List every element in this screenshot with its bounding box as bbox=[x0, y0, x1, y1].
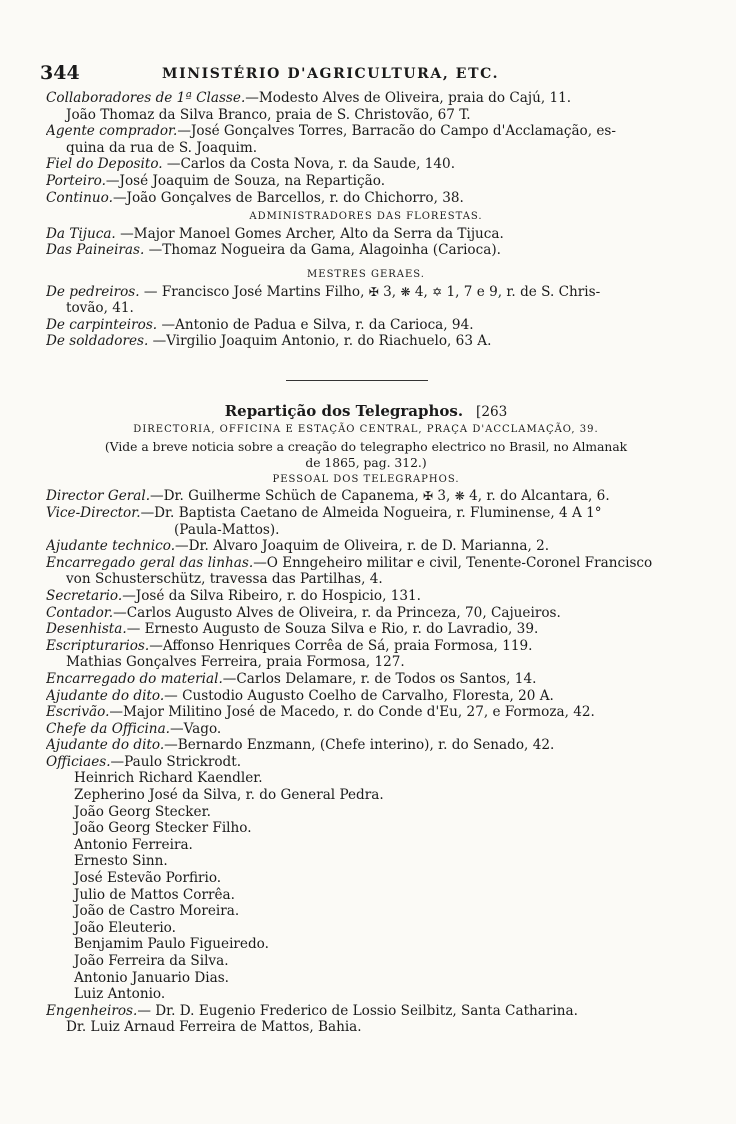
entry-line bbox=[46, 654, 686, 671]
entry-line bbox=[46, 638, 686, 655]
entry-line bbox=[46, 1019, 686, 1036]
entry-text: —Major Militino José de Macedo, r. do Conde d'Eu, 27, e Formoza, 42. bbox=[109, 704, 595, 721]
page-header bbox=[40, 62, 670, 84]
entry-label: Encarregado do material. bbox=[46, 670, 223, 687]
entry-line bbox=[46, 837, 686, 854]
entry-label: Escripturarios. bbox=[46, 637, 150, 654]
entry-label: Ajudante technico. bbox=[46, 538, 176, 555]
entry-line: quina da rua de S. Joaquim. bbox=[66, 139, 258, 156]
entry-line: Continuo.—João Gonçalves de Barcellos, r. do Chichorro, 38. bbox=[46, 189, 464, 206]
entry-text: —Carlos Augusto Alves de Oliveira, r. da Princeza, 70, Cajueiros. bbox=[113, 604, 561, 621]
entry-text: Dr. Luiz Arnaud Ferreira de Mattos, Bahia. bbox=[66, 1019, 362, 1036]
entry-line bbox=[46, 920, 686, 937]
entry-text: —José da Silva Ribeiro, r. do Hospicio, 131. bbox=[122, 587, 421, 604]
entry-line: Collaboradores de 1ª Classe.—Modesto Alves de Oliveira, praia do Cajú, 11. bbox=[46, 90, 572, 106]
rose-icon: ❋ bbox=[454, 489, 465, 504]
entry-line bbox=[46, 936, 686, 953]
entry-label: Engenheiros. bbox=[46, 1002, 138, 1019]
entry-text: (Paula-Mattos). bbox=[174, 521, 280, 538]
entry-line: tovão, 41. bbox=[66, 300, 134, 317]
entry-text: — Dr. D. Eugenio Frederico de Lossio Seilbitz, Santa Catharina. bbox=[137, 1002, 578, 1019]
entry-text: —Dr. Alvaro Joaquim de Oliveira, r. de D. Marianna, 2. bbox=[175, 538, 550, 555]
entry-line: Porteiro.—José Joaquim de Souza, na Repartição. bbox=[46, 172, 386, 189]
rose-icon: ❋ bbox=[400, 284, 411, 299]
entry-line bbox=[46, 804, 686, 821]
entry-text: von Schusterschütz, travessa das Partilhas, 4. bbox=[66, 571, 383, 588]
entry-text: —Bernardo Enzmann, (Chefe interino), r. do Senado, 42. bbox=[164, 737, 555, 754]
entry-line bbox=[46, 870, 686, 887]
entry-text: João Georg Stecker Filho. bbox=[74, 820, 252, 837]
entry-line bbox=[46, 787, 686, 804]
entry-line bbox=[46, 555, 686, 572]
entry-line bbox=[46, 704, 686, 721]
entry-label: Escrivão. bbox=[46, 704, 110, 721]
directoria-heading: DIRECTORIA, OFFICINA E ESTAÇÃO CENTRAL, PRAÇA D'ACCLAMAÇÃO, 39. bbox=[133, 424, 599, 435]
entry-text: — Ernesto Augusto de Souza Silva e Rio, r. do Lavradio, 39. bbox=[126, 621, 539, 638]
entry-text: —Affonso Henriques Corrêa de Sá, praia Formosa, 119. bbox=[149, 637, 533, 654]
entry-text: Antonio Ferreira. bbox=[74, 836, 193, 853]
entry-text: Julio de Mattos Corrêa. bbox=[74, 886, 235, 903]
entry-line: Da Tijuca. —Major Manoel Gomes Archer, Alto da Serra da Tijuca. bbox=[46, 225, 504, 242]
entry-text: Benjamim Paulo Figueiredo. bbox=[74, 936, 269, 953]
entry-line: Fiel do Deposito. —Carlos da Costa Nova, r. da Saude, 140. bbox=[46, 156, 456, 173]
entry-text: Mathias Gonçalves Ferreira, praia Formosa, 127. bbox=[66, 654, 405, 671]
section-title: Repartição dos Telegraphos. [263 bbox=[224, 402, 508, 420]
entry-line bbox=[46, 953, 686, 970]
entry-line bbox=[46, 621, 686, 638]
entry-text: Antonio Januario Dias. bbox=[74, 969, 229, 986]
running-title: MINISTÉRIO D'AGRICULTURA, ETC. bbox=[162, 66, 500, 82]
entry-label: Encarregado geral das linhas. bbox=[46, 554, 254, 571]
entry-line bbox=[46, 588, 686, 605]
entry-line bbox=[46, 571, 686, 588]
entry-line bbox=[46, 754, 686, 771]
entry-text: —Vago. bbox=[170, 720, 222, 737]
florestas-heading: ADMINISTRADORES DAS FLORESTAS. bbox=[249, 211, 483, 223]
entry-text: Heinrich Richard Kaendler. bbox=[74, 770, 263, 787]
entry-label: Ajudante do dito. bbox=[46, 687, 165, 704]
entry-line bbox=[46, 970, 686, 987]
entry-text: José Estevão Porfirio. bbox=[74, 870, 222, 887]
entry-line: De carpinteiros. —Antonio de Padua e Silva, r. da Carioca, 94. bbox=[46, 316, 474, 333]
entry-line bbox=[46, 1003, 686, 1020]
entry-line bbox=[46, 853, 686, 870]
cross-icon: ✠ bbox=[368, 284, 379, 299]
entry-text: — Custodio Augusto Coelho de Carvalho, Floresta, 20 A. bbox=[164, 687, 554, 704]
entry-line: De soldadores. —Virgilio Joaquim Antonio, r. do Riachuelo, 63 A. bbox=[46, 333, 492, 350]
entry-line bbox=[46, 605, 686, 622]
entry-text: Ernesto Sinn. bbox=[74, 853, 168, 870]
entry-text: Luiz Antonio. bbox=[74, 986, 166, 1003]
section-divider bbox=[286, 380, 428, 381]
entry-text: —Dr. Baptista Caetano de Almeida Nogueira, r. Fluminense, 4 A 1° bbox=[140, 504, 602, 521]
entry-line bbox=[46, 737, 686, 754]
entry-text: Zepherino José da Silva, r. do General Pedra. bbox=[74, 787, 384, 804]
note-line: de 1865, pag. 312.) bbox=[305, 456, 427, 471]
entry-line: De pedreiros. — Francisco José Martins Filho, ✠ 3, ❋ 4, ✡ 1, 7 e 9, r. de S. Chris- bbox=[46, 283, 601, 300]
star-icon: ✡ bbox=[432, 284, 443, 299]
entry-line: Agente comprador.—José Gonçalves Torres, Barracão do Campo d'Acclamação, es- bbox=[46, 123, 616, 140]
entry-line bbox=[46, 538, 686, 555]
entry-label: Officiaes. bbox=[46, 753, 111, 770]
entry-text: —Paulo Strickrodt. bbox=[110, 753, 242, 770]
entry-line bbox=[46, 505, 686, 522]
entry-text: —O Enngeheiro militar e civil, Tenente-Coronel Francisco bbox=[253, 554, 653, 571]
entry-line: Director Geral.—Dr. Guilherme Schüch de Capanema, ✠ 3, ❋ 4, r. do Alcantara, 6. bbox=[46, 488, 610, 505]
entry-label: Ajudante do dito. bbox=[46, 737, 165, 754]
entry-line: João Thomaz da Silva Branco, praia de S. Christovão, 67 T. bbox=[66, 106, 471, 123]
entry-line bbox=[46, 522, 686, 539]
mestres-heading: MESTRES GERAES. bbox=[307, 268, 425, 280]
entry-line bbox=[46, 671, 686, 688]
page-number: 344 bbox=[40, 62, 80, 84]
note-line: (Vide a breve noticia sobre a creação do telegrapho electrico no Brasil, no Almanak bbox=[104, 439, 628, 454]
entry-text: João Eleuterio. bbox=[74, 919, 176, 936]
entry-text: João Georg Stecker. bbox=[74, 803, 211, 820]
entry-text: —Carlos Delamare, r. de Todos os Santos, 14. bbox=[222, 670, 537, 687]
entry-line bbox=[46, 986, 686, 1003]
entry-line bbox=[46, 770, 686, 787]
entry-label: Contador. bbox=[46, 604, 114, 621]
entry-text: João de Castro Moreira. bbox=[74, 903, 240, 920]
entry-line bbox=[46, 688, 686, 705]
top-entries bbox=[46, 90, 686, 350]
entry-line bbox=[46, 887, 686, 904]
telegraphos-section bbox=[46, 400, 686, 1036]
pessoal-heading: PESSOAL DOS TELEGRAPHOS. bbox=[272, 473, 460, 485]
entry-line bbox=[46, 903, 686, 920]
cross-icon: ✠ bbox=[423, 489, 434, 504]
personnel-list bbox=[46, 505, 686, 1036]
entry-label: Chefe da Officina. bbox=[46, 720, 170, 737]
entry-label: Desenhista. bbox=[46, 621, 127, 638]
entry-label: Secretario. bbox=[46, 587, 123, 604]
entry-line bbox=[46, 820, 686, 837]
entry-line: Das Paineiras. —Thomaz Nogueira da Gama, Alagoinha (Carioca). bbox=[46, 242, 501, 259]
entry-line bbox=[46, 721, 686, 738]
entry-label: Vice-Director. bbox=[46, 504, 141, 521]
entry-text: João Ferreira da Silva. bbox=[74, 953, 229, 969]
